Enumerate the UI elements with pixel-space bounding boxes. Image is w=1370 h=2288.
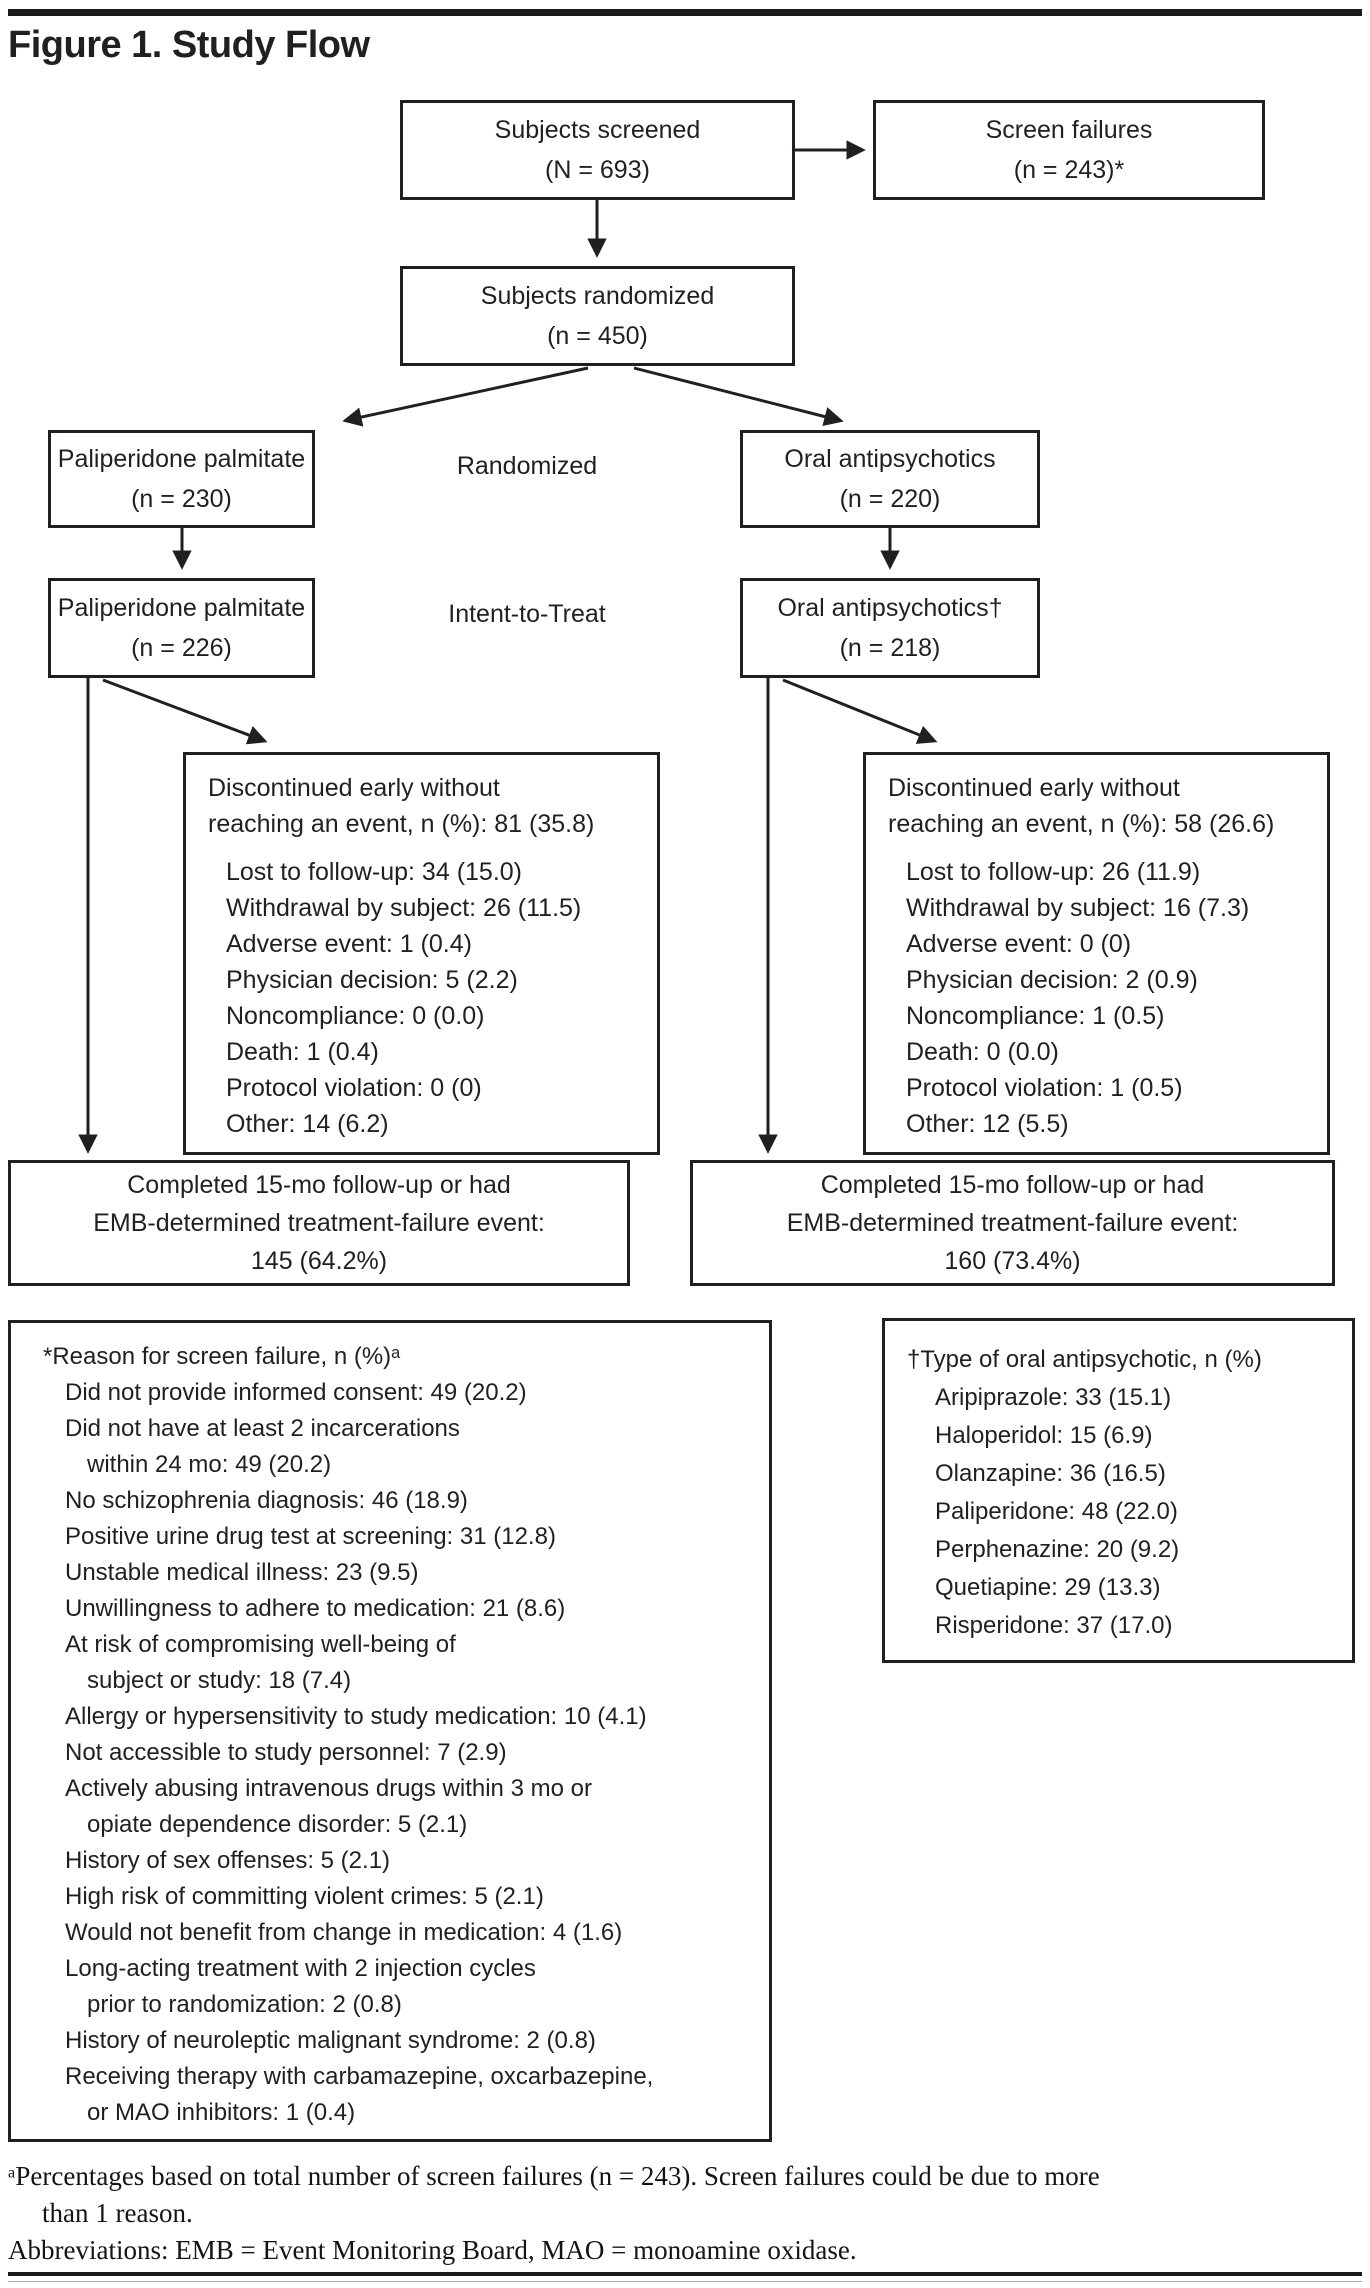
discontinued-reason: Adverse event: 1 (0.4) <box>226 930 472 958</box>
screen-failure-reason: Unstable medical illness: 23 (9.5) <box>65 1559 419 1586</box>
box-text-line: (n = 243)* <box>1013 156 1125 184</box>
figure-title: Figure 1. Study Flow <box>8 24 370 66</box>
arrow-paliperidone-itt-to-discontinued <box>103 680 262 740</box>
oral-antipsychotic-type: Risperidone: 37 (17.0) <box>935 1612 1173 1639</box>
screen-failure-reason: Positive urine drug test at screening: 31 (12.8) <box>65 1523 556 1550</box>
screen-failure-reason: Did not provide informed consent: 49 (20.2) <box>65 1379 527 1406</box>
box-text-line: (n = 450) <box>547 322 648 350</box>
discontinued-reason: Withdrawal by subject: 16 (7.3) <box>906 894 1250 922</box>
screen-failure-reason: Not accessible to study personnel: 7 (2.9) <box>65 1739 507 1766</box>
screen-failure-reason: subject or study: 18 (7.4) <box>87 1667 352 1694</box>
screen-failure-reason: opiate dependence disorder: 5 (2.1) <box>87 1811 468 1838</box>
screen-failure-reasons-title: *Reason for screen failure, n (%)ᵃ <box>43 1343 401 1370</box>
screen-failure-reason: Would not benefit from change in medication: 4 (1.6) <box>65 1919 623 1946</box>
discontinued-title-line: Discontinued early without <box>208 774 500 802</box>
intent-to-treat-stage-label: Intent-to-Treat <box>448 600 606 628</box>
discontinued-reason: Lost to follow-up: 34 (15.0) <box>226 858 522 886</box>
footnote-line: ᵃPercentages based on total number of screen failures (n = 243). Screen failures could be due to more <box>8 2161 1100 2191</box>
discontinued-title-line: Discontinued early without <box>888 774 1180 802</box>
oral-antipsychotic-types-title: †Type of oral antipsychotic, n (%) <box>907 1346 1262 1373</box>
box-text-line: Oral antipsychotics <box>784 445 996 473</box>
screen-failure-reason: within 24 mo: 49 (20.2) <box>87 1451 332 1478</box>
box-text-line: Paliperidone palmitate <box>57 594 306 622</box>
screen-failure-reason: No schizophrenia diagnosis: 46 (18.9) <box>65 1487 468 1514</box>
figure-bottom-rule-thin <box>8 2281 1362 2282</box>
discontinued-reason: Protocol violation: 0 (0) <box>226 1074 482 1102</box>
screen-failure-reason: High risk of committing violent crimes: 5 (2.1) <box>65 1883 544 1910</box>
screen-failure-reason: Long-acting treatment with 2 injection cycles <box>65 1955 536 1982</box>
arrow-randomized-to-paliperidone <box>348 368 588 420</box>
discontinued-reason: Protocol violation: 1 (0.5) <box>906 1074 1183 1102</box>
oral-itt-box <box>740 578 1040 678</box>
discontinued-reason: Noncompliance: 1 (0.5) <box>906 1002 1165 1030</box>
discontinued-reason-list <box>208 854 647 1142</box>
discontinued-reason: Death: 0 (0.0) <box>906 1038 1059 1066</box>
discontinued-title-line: reaching an event, n (%): 81 (35.8) <box>208 810 595 838</box>
oral-antipsychotic-type: Aripiprazole: 33 (15.1) <box>935 1384 1172 1411</box>
screen-failure-reason-list <box>43 1375 761 2131</box>
abbreviations-line: Abbreviations: EMB = Event Monitoring Board, MAO = monoamine oxidase. <box>8 2235 857 2265</box>
paliperidone-randomized-box <box>48 430 315 528</box>
footnote-line: than 1 reason. <box>42 2198 193 2228</box>
discontinued-reason: Adverse event: 0 (0) <box>906 930 1132 958</box>
box-text-line: Oral antipsychotics† <box>777 594 1003 622</box>
screen-failure-reason: Actively abusing intravenous drugs within 3 mo or <box>65 1775 592 1802</box>
paliperidone-completed-box <box>8 1160 630 1286</box>
box-text-line: EMB-determined treatment-failure event: <box>93 1209 545 1237</box>
arrow-randomized-to-oral <box>634 368 838 420</box>
oral-antipsychotic-types-box <box>882 1318 1355 1663</box>
discontinued-reason: Physician decision: 5 (2.2) <box>226 966 518 994</box>
oral-antipsychotic-type: Paliperidone: 48 (22.0) <box>935 1498 1178 1525</box>
oral-antipsychotic-type: Haloperidol: 15 (6.9) <box>935 1422 1153 1449</box>
screen-failure-reason: History of neuroleptic malignant syndrome: 2 (0.8) <box>65 2027 596 2054</box>
oral-antipsychotic-type: Olanzapine: 36 (16.5) <box>935 1460 1166 1487</box>
subjects-screened-box <box>400 100 795 200</box>
figure-footnotes <box>8 2158 1362 2269</box>
screen-failure-reasons-box <box>8 1320 772 2142</box>
discontinued-reason: Other: 12 (5.5) <box>906 1110 1069 1138</box>
box-text-line: (n = 218) <box>839 634 941 662</box>
box-text-line: EMB-determined treatment-failure event: <box>786 1209 1239 1237</box>
box-text-line: Subjects randomized <box>480 282 715 310</box>
box-text-line: Subjects screened <box>494 116 701 144</box>
box-text-line: (n = 220) <box>839 485 941 513</box>
oral-antipsychotic-type: Perphenazine: 20 (9.2) <box>935 1536 1180 1563</box>
screen-failure-reason: History of sex offenses: 5 (2.1) <box>65 1847 391 1874</box>
oral-randomized-box <box>740 430 1040 528</box>
oral-antipsychotic-type: Quetiapine: 29 (13.3) <box>935 1574 1161 1601</box>
discontinued-reason: Other: 14 (6.2) <box>226 1110 389 1138</box>
box-text-line: (N = 693) <box>545 156 650 184</box>
box-text-line: Completed 15-mo follow-up or had <box>127 1171 511 1199</box>
oral-antipsychotic-type-list <box>907 1379 1344 1645</box>
discontinued-reason-list <box>888 854 1317 1142</box>
discontinued-reason: Physician decision: 2 (0.9) <box>906 966 1198 994</box>
box-text-line: Screen failures <box>985 116 1153 144</box>
discontinued-reason: Noncompliance: 0 (0.0) <box>226 1002 485 1030</box>
box-text-line: 160 (73.4%) <box>944 1247 1081 1275</box>
screen-failure-reason: prior to randomization: 2 (0.8) <box>87 1991 402 2018</box>
screen-failure-reason: Unwillingness to adhere to medication: 21 (8.6) <box>65 1595 566 1622</box>
discontinued-reason: Withdrawal by subject: 26 (11.5) <box>226 894 582 922</box>
arrow-oral-itt-to-discontinued <box>783 680 932 740</box>
box-text-line: (n = 226) <box>131 634 232 662</box>
screen-failure-reason: Did not have at least 2 incarcerations <box>65 1415 460 1442</box>
discontinued-reason: Death: 1 (0.4) <box>226 1038 379 1066</box>
discontinued-title-line: reaching an event, n (%): 58 (26.6) <box>888 810 1275 838</box>
screen-failure-reason: or MAO inhibitors: 1 (0.4) <box>87 2099 356 2126</box>
paliperidone-discontinued-box <box>183 752 660 1155</box>
box-text-line: (n = 230) <box>131 485 232 513</box>
screen-failure-reason: Receiving therapy with carbamazepine, oxcarbazepine, <box>65 2063 654 2090</box>
discontinued-reason: Lost to follow-up: 26 (11.9) <box>906 858 1201 886</box>
box-text-line: Paliperidone palmitate <box>57 445 306 473</box>
screen-failure-reason: Allergy or hypersensitivity to study medication: 10 (4.1) <box>65 1703 647 1730</box>
randomized-stage-label: Randomized <box>456 452 598 480</box>
paliperidone-itt-box <box>48 578 315 678</box>
box-text-line: Completed 15-mo follow-up or had <box>820 1171 1205 1199</box>
oral-completed-box <box>690 1160 1335 1286</box>
figure-bottom-rule <box>8 2272 1362 2276</box>
oral-discontinued-box <box>863 752 1330 1155</box>
box-text-line: 145 (64.2%) <box>250 1247 388 1275</box>
screen-failures-box <box>873 100 1265 200</box>
subjects-randomized-box <box>400 266 795 366</box>
screen-failure-reason: At risk of compromising well-being of <box>65 1631 456 1658</box>
